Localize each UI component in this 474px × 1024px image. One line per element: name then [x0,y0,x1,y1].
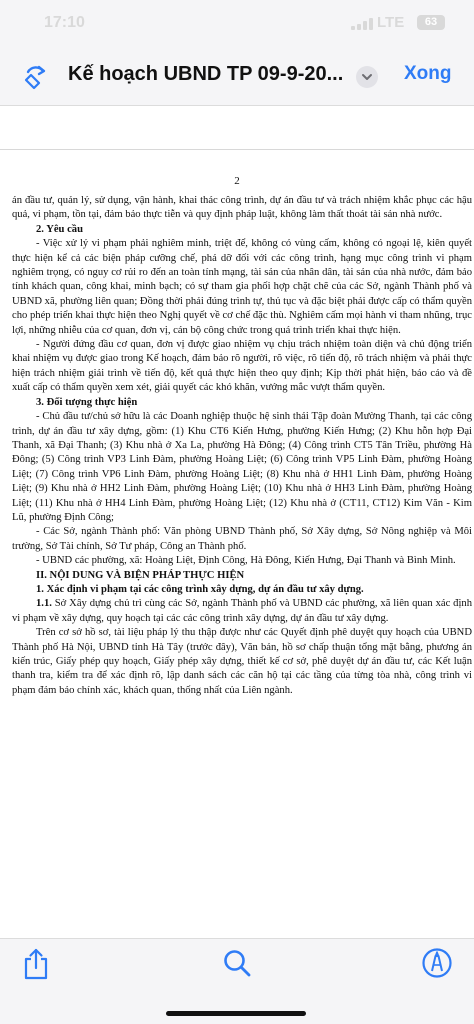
battery-icon [417,15,445,30]
document-page [0,150,474,940]
paragraph: - Chủ đầu tư/chủ sở hữu là các Doanh nghiệp thuộc hệ sinh thái Tập đoàn Mường Thanh, tại các công trình, dự án đầu tư xây dựng, gồm: (1) Khu CT6 Kiến Hưng, phường Kiến Hưng; (2) Khu hỗn hợp Đại Thanh, xã Đại Thanh; (3) Khu nhà ở Xa La, phường Hà Đông; (4) Công trình CT5 Tân Triều, phường Hà Đông; (5) Công trình VP3 Linh Đàm, phường Hoàng Liệt; (6) Công trình VP5 Linh Đàm, phường Hoàng Liệt; (7) Công trình VP6 Linh Đàm, phường Hoàng Liệt; (8) Khu nhà ở HH1 Linh Đàm, phường Hoàng Liệt; (9) Khu nhà ở HH2 Linh Đàm, phường Hoàng Liệt; (10) Khu nhà ở HH3 Linh Đàm, phường Hoàng Liệt; (11) Khu nhà ở HH4 Linh Đàm, phường Hoàng Liệt; (12) Khu nhà ở (CT11, CT12) Kim Văn - Kim Lũ, phường Định Công; [12,411,472,523]
cellular-signal-icon [351,18,373,30]
paragraph-text: Sở Xây dựng chủ trì cùng các Sở, ngành Thành phố và UBND các phường, xã liên quan xác định vi phạm về xây dựng, quy hoạch tại các các công trình xây dựng, dự án đầu tư xây dựng. [12,598,472,624]
paragraph-lead: 1.1. [36,598,52,610]
paragraph: Trên cơ sở hồ sơ, tài liệu pháp lý thu thập được như các Quyết định phê duyệt quy hoạch của UBND Thành phố Hà Nội, UBND tỉnh Hà Tây (trước đây), Văn bản, hồ sơ chấp thuận tổng mặt bằng, phương án kiến trúc, Giấy phép quy hoạch, Giấy phép xây dựng, thiết kế cơ sở, phê duyệt dự án đầu tư, các Kết luận thanh tra, kiểm tra để xác định rõ, lập danh sách các căn hộ tại các tầng của từng tòa nhà, công trình vi phạm đảm bảo chính xác, khách quan, thống nhất của Liên ngành. [12,627,472,696]
section-heading: 2. Yêu cầu [36,223,83,235]
status-time: 17:10 [44,14,85,31]
search-icon[interactable] [222,948,252,978]
nav-bar [0,46,474,106]
home-indicator [166,1011,306,1016]
paragraph: - Việc xử lý vi phạm phải nghiêm minh, triệt để, không có vùng cấm, không có ngoại lệ, kiên quyết thực hiện kể cả các biện pháp cưỡng chế, phá dỡ đối với các công trình, hạng mục công trình vi phạm nghiêm trọng, có nguy cơ rủi ro đến an toàn tính mạng, tài sản của nhân dân, tài sản của nhà nước, đảm bảo tính khách quan, công khai, minh bạch; có sự tham gia phối hợp chặt chẽ của các Sở, ngành Thành phố và UBND xã, phường liên quan; Đồng thời phải đúng trình tự, thủ tục và đặc biệt phải được cấp có thẩm quyền cho phép triển khai thực hiện theo Nghị quyết về cơ chế đặc thù. Nghiêm cấm mọi hành vi tham nhũng, trục lợi, những nhiễu của cơ quan, đơn vị, cán bộ công chức trong quá trình triển khai thực hiện. [12,238,472,336]
paragraph: - Các Sở, ngành Thành phố: Văn phòng UBND Thành phố, Sở Xây dựng, Sở Nông nghiệp và Môi trường, Sở Tài chính, Sở Tư pháp, Công an Thành phố. [12,526,472,552]
status-bar [0,0,474,46]
page-number: 2 [234,175,240,187]
document-title[interactable]: Kế hoạch UBND TP 09-9-20... [68,63,344,85]
section-heading: 3. Đối tượng thực hiện [36,396,138,408]
share-icon[interactable] [21,947,51,981]
title-menu-button[interactable] [356,66,378,88]
paragraph: - UBND các phường, xã: Hoàng Liệt, Định Công, Hà Đông, Kiến Hưng, Đại Thanh và Bình Minh. [36,555,456,567]
paragraph: án đầu tư, quản lý, sử dụng, vận hành, khai thác công trình, dự án đầu tư và trách nhiệm khắc phục các hậu quả, vi phạm, tồn tại, đảm bảo thực tiễn và quy định pháp luật, không làm thất thoát tài sản nhà nước. [12,195,472,221]
rotate-icon[interactable] [20,62,50,92]
done-button[interactable]: Xong [404,63,452,84]
battery-level: 63 [424,16,438,28]
section-heading: 1. Xác định vi phạm tại các công trình xây dựng, dự án đầu tư xây dựng. [36,583,364,595]
chevron-down-icon [356,66,378,88]
document-body [12,194,472,698]
markup-icon[interactable] [421,947,453,979]
chapter-heading: II. NỘI DUNG VÀ BIỆN PHÁP THỰC HIỆN [36,569,245,581]
previous-page-area [0,106,474,150]
paragraph: - Người đứng đầu cơ quan, đơn vị được giao nhiệm vụ chịu trách nhiệm toàn diện và chủ động triển khai nhiệm vụ được giao trong Kế hoạch, đảm bảo rõ người, rõ việc, rõ tiến độ, rõ trách nhiệm và phải thực hiện trách nhiệm giải trình về tiến độ, kết quả thực hiện theo quy định; Kịp thời phát hiện, báo cáo và đề xuất cấp có thẩm quyền xem xét, giải quyết các khó khăn, vướng mắc vượt thẩm quyền. [12,339,472,394]
paragraph [12,597,472,626]
network-type: LTE [377,14,405,31]
